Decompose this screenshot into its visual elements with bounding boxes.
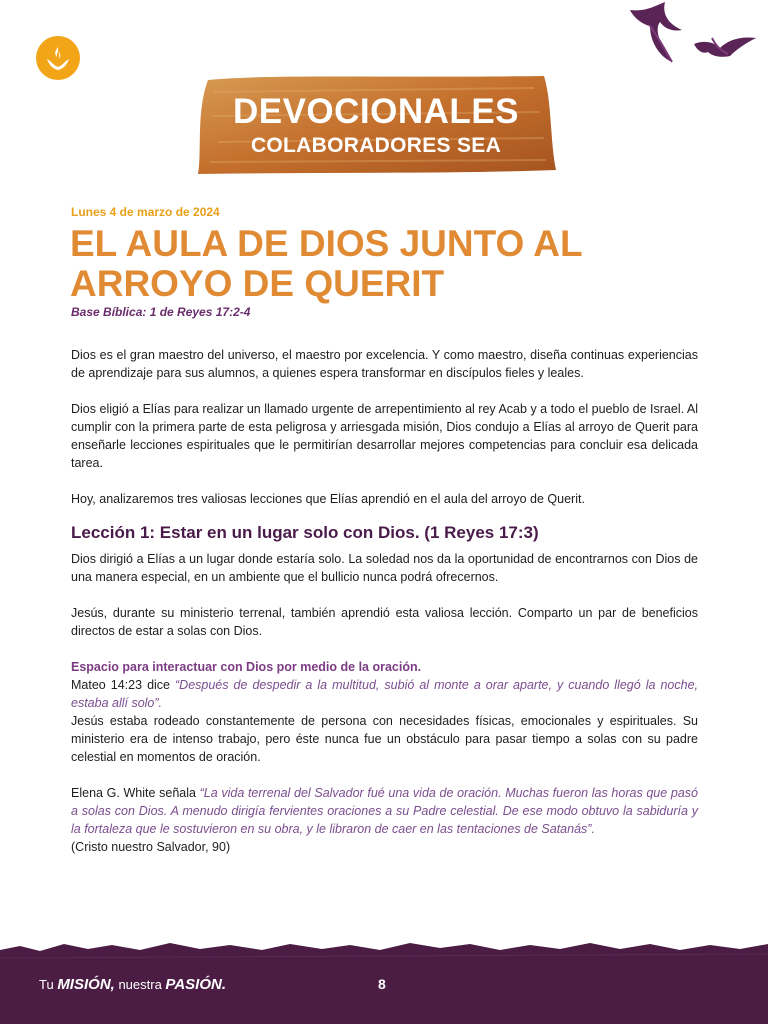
bible-base: Base Bíblica: 1 de Reyes 17:2-4 <box>71 305 251 319</box>
slogan-pasion: PASIÓN. <box>165 976 226 993</box>
article-title: EL AULA DE DIOS JUNTO AL ARROYO DE QUERIT <box>70 223 582 304</box>
hands-flame-logo-icon <box>36 36 80 80</box>
paragraph-6: Jesús estaba rodeado constantemente de persona con necesidades físicas, emocionales y espirituales. Su ministerio era de intenso trabajo, pero éste nunca fue un obstáculo para pasar tiempo a solas con su padre celestial en momentos de oración. <box>71 714 698 764</box>
slogan-nuestra: nuestra <box>114 977 166 992</box>
lesson-1-heading: Lección 1: Estar en un lugar solo con Dios. (1 Reyes 17:3) <box>71 523 539 542</box>
article-date: Lunes 4 de marzo de 2024 <box>71 205 220 219</box>
prayer-space-heading: Espacio para interactuar con Dios por medio de la oración. <box>71 660 422 674</box>
header-banner <box>194 72 558 176</box>
paragraph-3: Hoy, analizaremos tres valiosas lecciones que Elías aprendió en el aula del arroyo de Querit. <box>71 492 585 506</box>
banner-subtitle: COLABORADORES SEA <box>250 134 502 157</box>
footer-slogan <box>39 976 226 993</box>
paragraph-1: Dios es el gran maestro del universo, el maestro por excelencia. Y como maestro, diseña continuas experiencias de aprendizaje para sus alumnos, a quienes espera transformar en discípulos fieles y leales. <box>71 348 698 380</box>
slogan-mision: MISIÓN, <box>57 976 115 993</box>
citation: (Cristo nuestro Salvador, 90) <box>71 840 231 854</box>
page-number: 8 <box>378 976 386 992</box>
mateo-quote: “Después de despedir a la multitud, subió al monte a orar aparte, y cuando llegó la noche, estaba allí solo”. <box>71 678 698 710</box>
paragraph-4: Dios dirigió a Elías a un lugar donde estaría solo. La soledad nos da la oportunidad de encontrarnos con Dios de una manera especial, en un ambiente que el bullicio nunca podrá ofrecernos. <box>71 552 698 584</box>
article-body <box>71 346 698 856</box>
slogan-tu: Tu <box>39 977 58 992</box>
paragraph-2: Dios eligió a Elías para realizar un llamado urgente de arrepentimiento al rey Acab y a todo el pueblo de Israel. Al cumplir con la primera parte de esta peligrosa y arriesgada misión, Dios condujo a Elías al arroyo de Querit para enseñarle lecciones espirituales que le permitirían desarrollar mejores competencias para concluir esa delicada tarea. <box>71 402 698 470</box>
mateo-quote-paragraph <box>71 676 698 712</box>
flying-birds-icon <box>620 0 760 72</box>
elena-quote-paragraph <box>71 784 698 838</box>
paragraph-5: Jesús, durante su ministerio terrenal, también aprendió esta valiosa lección. Comparto un par de beneficios directos de estar a solas con Dios. <box>71 606 698 638</box>
mateo-reference: Mateo 14:23 dice <box>71 678 176 692</box>
elena-reference: Elena G. White señala <box>71 786 200 800</box>
elena-quote: “La vida terrenal del Salvador fué una vida de oración. Muchas fueron las horas que pasó a solas con Dios. A menudo dirigía fervientes oraciones a su Padre celestial. De ese modo obtuvo la sabiduría y la fortaleza que le sostuvieron en su obra, y le libraron de caer en las tentaciones de Satanás”. <box>71 786 698 836</box>
banner-title: DEVOCIONALES <box>232 92 520 131</box>
